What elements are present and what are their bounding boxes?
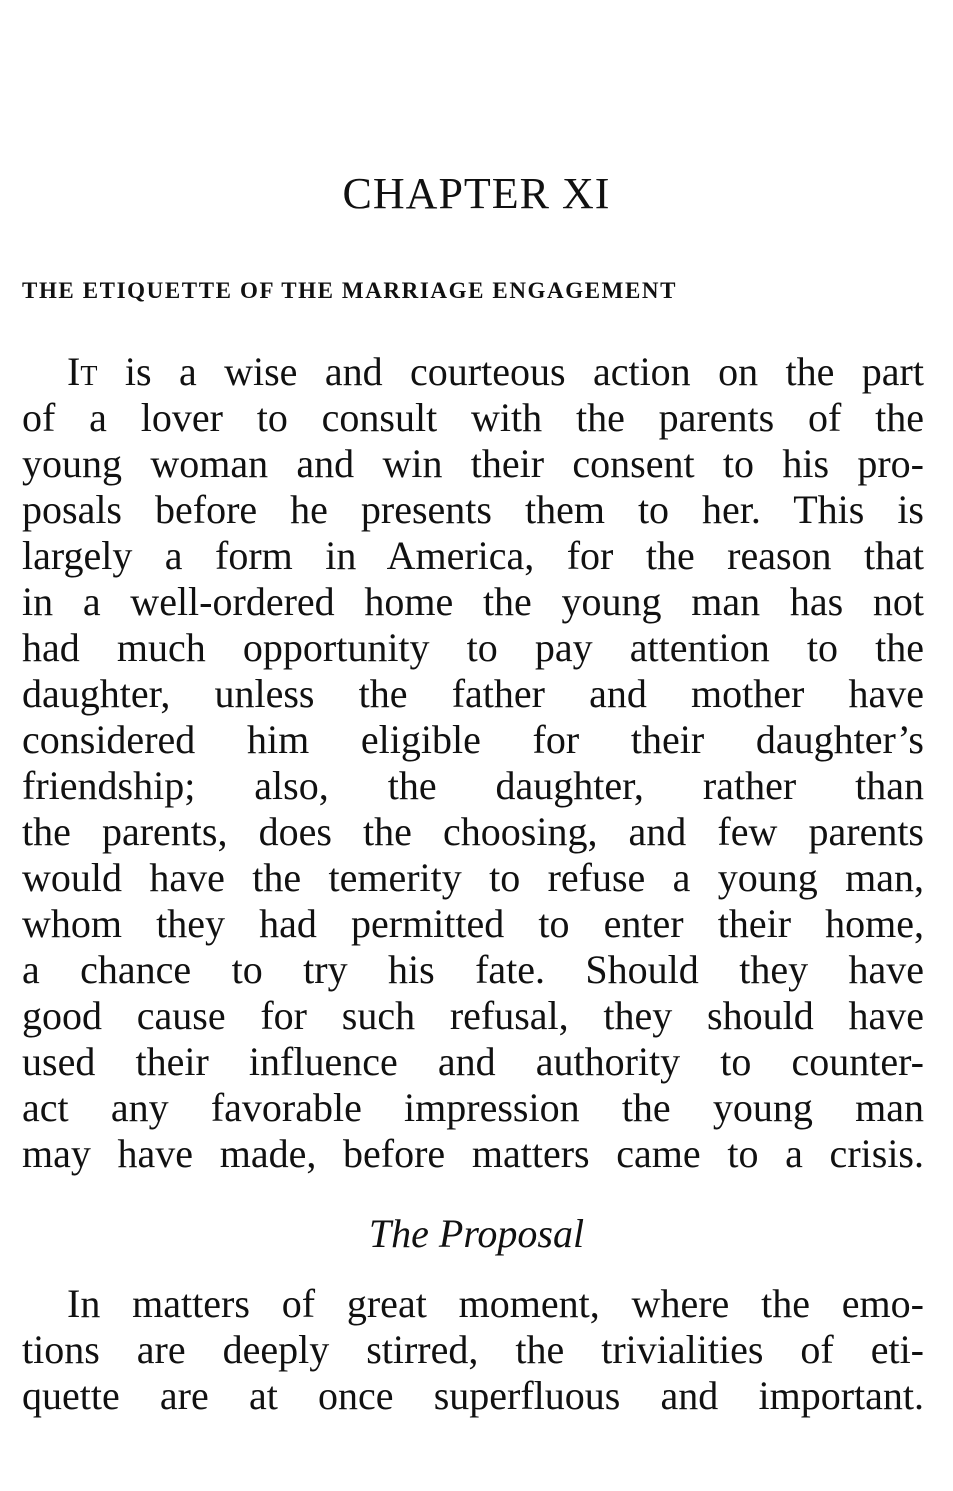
paragraph-line: considered him eligible for their daughter’s	[22, 717, 924, 762]
paragraph-line: a chance to try his fate. Should they have	[22, 947, 924, 992]
paragraph-line: of a lover to consult with the parents of the	[22, 395, 924, 440]
paragraph-line: largely a form in America, for the reason that	[22, 533, 924, 578]
paragraph-engagement-intro	[22, 349, 924, 1177]
paragraph-line: posals before he presents them to her. This is	[22, 487, 924, 532]
paragraph-line	[22, 349, 924, 395]
paragraph-proposal	[22, 1281, 924, 1419]
paragraph-line: the parents, does the choosing, and few parents	[22, 809, 924, 854]
paragraph-line: friendship; also, the daughter, rather than	[22, 763, 924, 808]
paragraph-line: may have made, before matters came to a crisis.	[22, 1131, 924, 1176]
paragraph-line: quette are at once superfluous and important.	[22, 1373, 924, 1418]
paragraph-line: act any favorable impression the young man	[22, 1085, 924, 1130]
paragraph-line: would have the temerity to refuse a young man,	[22, 855, 924, 900]
paragraph-line: young woman and win their consent to his pro-	[22, 441, 924, 486]
paragraph-line: daughter, unless the father and mother have	[22, 671, 924, 716]
paragraph-line: good cause for such refusal, they should have	[22, 993, 924, 1038]
paragraph-line: used their influence and authority to counter-	[22, 1039, 924, 1084]
line-text: is a wise and courteous action on the part	[97, 349, 924, 394]
paragraph-line: in a well-ordered home the young man has not	[22, 579, 924, 624]
drop-first-word: It	[67, 349, 98, 394]
section-heading: The Proposal	[368, 1211, 585, 1256]
chapter-subtitle: THE ETIQUETTE OF THE MARRIAGE ENGAGEMENT	[22, 278, 678, 303]
paragraph-line: In matters of great moment, where the emo-	[67, 1281, 924, 1326]
paragraph-line: had much opportunity to pay attention to the	[22, 625, 924, 670]
paragraph-line: tions are deeply stirred, the trivialities of eti-	[22, 1327, 924, 1372]
paragraph-line: whom they had permitted to enter their home,	[22, 901, 924, 946]
chapter-heading: CHAPTER XI	[342, 169, 611, 218]
